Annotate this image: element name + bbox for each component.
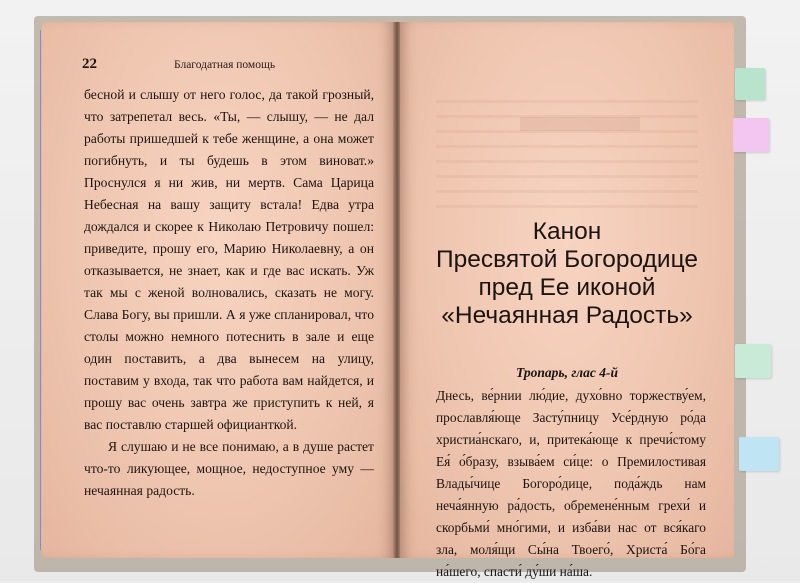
canon-title-line: «Нечаянная Радость» (441, 302, 693, 329)
bookmark-tab (735, 68, 765, 100)
show-through-heading (520, 117, 640, 131)
page-number: 22 (82, 56, 97, 72)
canon-title-line: Пресвятой Богородице (436, 246, 698, 273)
bookmark-tab (735, 344, 771, 378)
paragraph: бесной и слышу от него голос, да такой грозный, что затрепетал весь. «Ты, — слышу, — не дал работы пришедшей к тебе женщине, а она может погибнуть, и ты будешь в этом виноват.» Проснулся я ни жив, ни мертв. Сама Царица Небесная на вашу защиту встала! Едва утра дождался и скорее к Николаю Петровичу пошел: приведите, прошу его, Марию Николаевну, а он отказывается, не знает, как и где вас искать. Уж так мы с женой волновались, сказать не могу. Слава Богу, вы пришли. А я уже спланировал, что столы можно немного потеснить в зале и еще один поставить, а два вынесем на улицу, поставим у входа, так что работа вам найдется, и прошу вас очень завтра же приступить к ней, я вас поставлю старшей официанткой. (84, 87, 374, 432)
paragraph: Я слушаю и не все понимаю, а в душе растет что-то ликующее, мощное, недоступное уму — нечаянная радость. (84, 439, 374, 498)
running-head (82, 56, 372, 78)
right-page (400, 22, 734, 579)
canon-title (400, 218, 734, 330)
body-text (84, 84, 374, 502)
left-page (42, 22, 394, 558)
canon-title-line: пред Ее иконой (478, 274, 656, 301)
bookmark-tab (733, 118, 769, 152)
show-through-header (440, 56, 710, 72)
bookmark-tab (739, 437, 779, 471)
canon-title-line: Канон (532, 218, 602, 245)
troparion-text: Днесь, ве́рнии лю́дие, духо́вно торжеству́ем, прославля́юще Засту́пницу Усе́рдную ро́да христиа́нскаго, и, притека́юще к пречи́стому Ея́ о́бразу, взыва́ем си́це: о Премилостивая Влады́чице Богоро́дице, пода́ждь нам неча́янную ра́дость, обремене́нным грехи́ и скорбьми́ мно́гими, и изба́ви нас от вся́каго зла, моля́щи Сы́на Твоего́, Христа́ Бо́га на́шего, спасти́ ду́ши на́ша. (436, 388, 706, 579)
running-title: Благодатная помощь (174, 59, 276, 71)
troparion-heading: Тропарь, глас 4-й (516, 365, 618, 380)
